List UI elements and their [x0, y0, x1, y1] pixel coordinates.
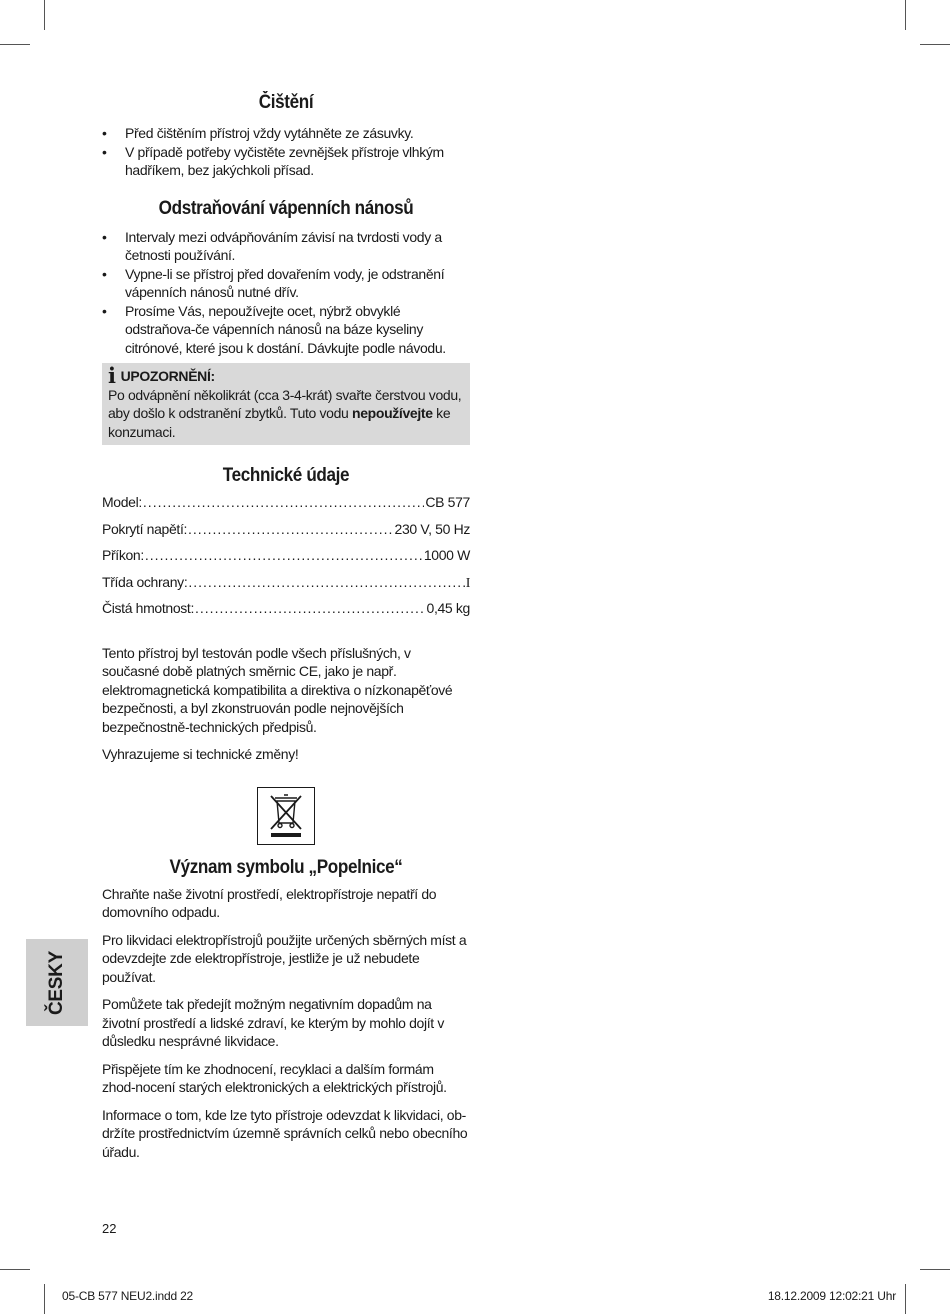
- bin-paragraph: Pro likvidaci elektropřístrojů použijte určených sběrných míst a odevzdejte zde elektropřístroje, jestliže je už nebudete používat.: [102, 931, 467, 985]
- footer-timestamp: 18.12.2009 12:02:21 Uhr: [767, 1289, 896, 1303]
- crop-mark: [920, 1269, 950, 1270]
- heading-cleaning: Čištění: [258, 92, 314, 113]
- spec-row: [102, 493, 470, 520]
- descaling-list: [102, 228, 470, 358]
- bin-paragraph: Chraňte naše životní prostředí, elektropřístroje nepatří do domovního odpadu.: [102, 885, 437, 920]
- spec-row: [102, 599, 470, 626]
- notice-text-bold: nepoužívejte: [352, 405, 433, 421]
- spec-row: [102, 520, 470, 547]
- spec-table: [102, 493, 470, 626]
- notice-title: [108, 363, 464, 389]
- crop-mark: [0, 44, 30, 45]
- language-tab-label: ČESKY: [46, 950, 67, 1015]
- reserve-text: Vyhrazujeme si technické změny!: [102, 746, 299, 762]
- heading-bin-symbol: Význam symbolu „Popelnice“: [169, 856, 403, 878]
- spec-row: [102, 546, 470, 573]
- spec-label: Příkon:: [102, 547, 144, 563]
- bin-paragraph: Informace o tom, kde lze tyto přístroje odevzdat k likvidaci, ob-držíte prostřednictvím územně správních celků nebo obecního úřadu.: [102, 1106, 468, 1160]
- spec-value: I: [465, 575, 470, 591]
- list-item: • V případě potřeby vyčistěte zevnějšek přístroje vlhkým hadříkem, bez jakýchkoli přísad.: [102, 143, 470, 180]
- crossed-out-bin-icon: [257, 787, 315, 845]
- footer-file: 05-CB 577 NEU2.indd 22: [62, 1289, 194, 1303]
- crop-mark: [44, 1284, 45, 1314]
- leader-dots: [188, 520, 394, 539]
- info-icon: i: [108, 363, 116, 389]
- spec-label: Pokrytí napětí:: [102, 520, 188, 537]
- spec-label: Model:: [102, 494, 142, 510]
- spec-row: [102, 573, 470, 600]
- notice-text: [108, 386, 464, 442]
- list-item: • Před čištěním přístroj vždy vytáhněte ze zásuvky.: [102, 124, 470, 143]
- spec-value: 230 V, 50 Hz: [394, 520, 470, 537]
- crop-mark: [0, 1269, 30, 1270]
- notice-title-text: UPOZORNĚNÍ:: [120, 368, 215, 384]
- crop-mark: [920, 44, 950, 45]
- crop-mark: [905, 0, 906, 30]
- leader-dots: [145, 546, 423, 565]
- spec-label: Čistá hmotnost:: [102, 600, 195, 616]
- crop-mark: [44, 0, 45, 30]
- notice-text-part: ke konzumaci.: [108, 405, 451, 440]
- bin-paragraph: Přispějete tím ke zhodnocení, recyklaci a dalším formám zhod-nocení starých elektronických a elektrických přístrojů.: [102, 1060, 447, 1095]
- language-tab: [26, 939, 88, 1026]
- list-item: • Vypne-li se přístroj před dovařením vody, je odstranění vápenních nánosů nutné dřív.: [102, 265, 470, 302]
- spec-value: 0,45 kg: [426, 600, 470, 616]
- list-item: • Prosíme Vás, nepoužívejte ocet, nýbrž obvyklé odstraňova-če vápenních nánosů na báze kyseliny citrónové, které jsou k dostání. Dávkujte podle návodu.: [102, 302, 470, 358]
- bin-paragraph: Pomůžete tak předejít možným negativním dopadům na životní prostředí a lidské zdraví, ke kterým by mohlo dojít v důsledku nesprávné likvidace.: [102, 996, 445, 1049]
- spec-label: Třída ochrany:: [102, 573, 188, 590]
- page-content: [102, 92, 470, 1161]
- page-number: 22: [102, 1221, 117, 1236]
- spec-value: 1000 W: [423, 547, 470, 563]
- spec-value: CB 577: [425, 494, 470, 510]
- leader-dots: [143, 493, 424, 512]
- leader-dots: [188, 573, 464, 592]
- crop-mark: [905, 1284, 906, 1314]
- compliance-text: Tento přístroj byl testován podle všech příslušných, v současné době platných směrnic CE, jako je např. elektromagnetická kompatibilita a direktiva o nízkonapěťové bezpečnosti, a byl zkonstruován podle nejnovějších bezpečnostně-technických předpisů.: [102, 644, 453, 735]
- list-item: • Intervaly mezi odvápňováním závisí na tvrdosti vody a četnosti používání.: [102, 228, 470, 265]
- leader-dots: [195, 599, 426, 618]
- heading-descaling: Odstraňování vápenních nánosů: [158, 197, 414, 219]
- notice-text-part: Po odvápnění několikrát (cca 3-4-krát) svařte čerstvou vodu, aby došlo k odstranění zbytků. Tuto vodu: [108, 386, 462, 421]
- heading-specs: Technické údaje: [222, 465, 350, 486]
- cleaning-list: [102, 124, 470, 180]
- notice-box: [102, 363, 470, 445]
